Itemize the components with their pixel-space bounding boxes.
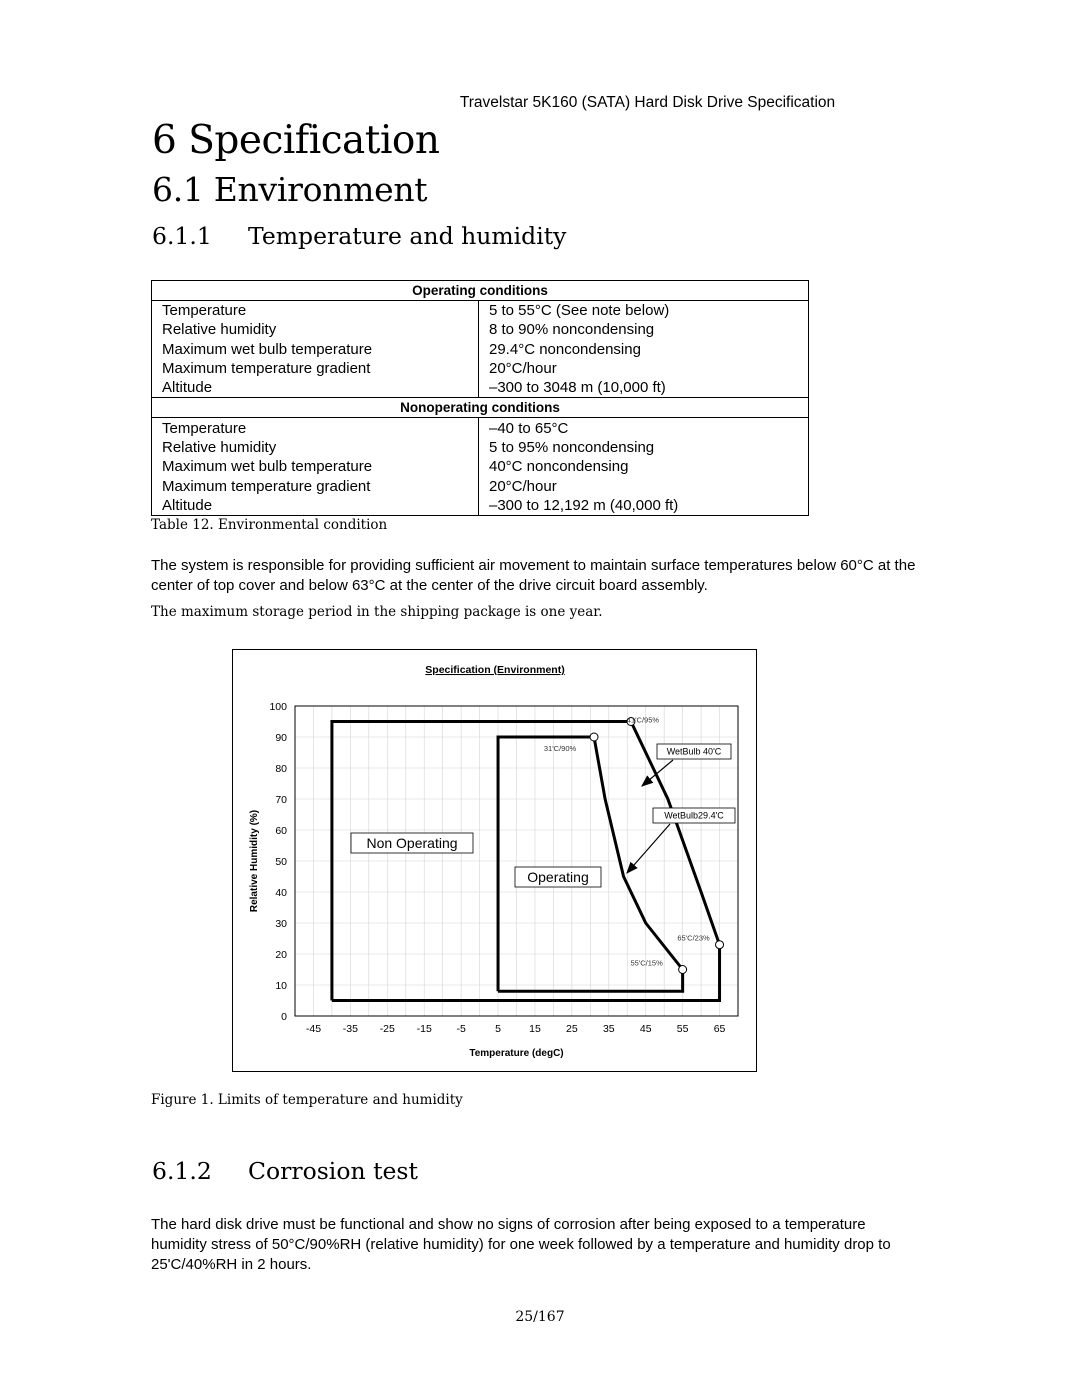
- table-caption: Table 12. Environmental condition: [151, 517, 388, 533]
- subsection-number: 6.1.2: [152, 1157, 212, 1185]
- y-tick-label: 80: [275, 763, 287, 775]
- subsection-heading-corrosion: [152, 1157, 418, 1185]
- wetbulb-40-label: WetBulb 40'C: [666, 746, 722, 757]
- x-axis-label: Temperature (degC): [469, 1048, 564, 1059]
- document-header: Travelstar 5K160 (SATA) Hard Disk Drive Specification: [459, 94, 836, 111]
- subsection-number: 6.1.1: [152, 222, 212, 250]
- corner-marker: [716, 941, 724, 949]
- nonoperating-conditions-header: Nonoperating conditions: [152, 398, 809, 418]
- table-row: [152, 476, 809, 495]
- table-cell: –40 to 65°C: [479, 418, 809, 438]
- x-tick-label: -45: [305, 1023, 322, 1035]
- wetbulb-29-label: WetBulb29.4'C: [664, 810, 724, 821]
- chart-title: Specification (Environment): [425, 664, 565, 676]
- table-cell: Maximum temperature gradient: [162, 477, 371, 495]
- corrosion-paragraph: The hard disk drive must be functional and show no signs of corrosion after being exposed to a temperature humidity stress of 50°C/90%RH (relative humidity) for one week followed by a temperature and humidity drop to 25'C/40%RH in 2 hours.: [151, 1216, 891, 1273]
- table-cell: 8 to 90% noncondensing: [479, 320, 809, 339]
- environment-chart: [233, 650, 755, 1070]
- table-row: [152, 359, 809, 378]
- x-tick-label: 15: [529, 1023, 541, 1035]
- table-cell: 20°C/hour: [479, 476, 809, 495]
- table-section-header: [152, 398, 809, 418]
- table-cell: Altitude: [162, 379, 213, 397]
- table-row: [152, 438, 809, 457]
- table-cell: Altitude: [162, 496, 213, 514]
- y-tick-label: 10: [275, 980, 287, 992]
- point-label: 31'C/90%: [543, 744, 577, 753]
- y-tick-label: 70: [275, 794, 287, 806]
- table-row: [152, 457, 809, 476]
- x-tick-label: 55: [676, 1023, 689, 1035]
- subsection-title: Corrosion test: [248, 1157, 418, 1185]
- y-tick-label: 50: [275, 856, 287, 868]
- y-tick-label: 40: [275, 887, 287, 899]
- table-cell: 5 to 55°C (See note below): [479, 301, 809, 321]
- table-cell: 20°C/hour: [479, 359, 809, 378]
- x-tick-label: 25: [566, 1023, 578, 1035]
- y-tick-label: 30: [275, 918, 287, 930]
- operating-conditions-header: Operating conditions: [152, 281, 809, 301]
- table-cell: Temperature: [162, 419, 247, 437]
- corner-marker: [590, 733, 598, 741]
- section-heading: 6.1 Environment: [152, 170, 428, 209]
- environment-chart-frame: [232, 649, 757, 1072]
- y-tick-label: 60: [275, 825, 287, 837]
- x-tick-label: 65: [713, 1023, 726, 1035]
- table-row: [152, 301, 809, 321]
- chapter-heading: 6 Specification: [152, 118, 440, 163]
- x-tick-label: 5: [495, 1023, 501, 1035]
- table-cell: Relative humidity: [162, 438, 277, 456]
- x-tick-label: -35: [342, 1023, 358, 1035]
- y-tick-label: 100: [269, 701, 287, 713]
- y-tick-label: 90: [275, 732, 287, 744]
- point-label: 41'C/95%: [626, 715, 660, 725]
- table-cell: –300 to 3048 m (10,000 ft): [479, 378, 809, 398]
- corner-marker: [679, 966, 687, 974]
- y-tick-label: 20: [275, 949, 287, 961]
- nonoperating-label: Non Operating: [366, 835, 458, 852]
- y-tick-label: 0: [281, 1011, 287, 1023]
- subsection-heading-temperature: [152, 222, 566, 250]
- x-tick-label: -15: [416, 1023, 432, 1035]
- storage-paragraph: The maximum storage period in the shipping package is one year.: [151, 604, 603, 620]
- x-tick-label: -25: [379, 1023, 395, 1035]
- environmental-condition-table: [151, 280, 809, 516]
- subsection-title: Temperature and humidity: [248, 222, 567, 250]
- table-row: [152, 378, 809, 398]
- wetbulb-40-arrow: [642, 760, 673, 786]
- figure-caption: Figure 1. Limits of temperature and humidity: [151, 1092, 463, 1108]
- point-label: 55'C/15%: [630, 958, 663, 968]
- x-tick-label: 35: [602, 1023, 615, 1035]
- table-cell: 40°C noncondensing: [479, 457, 809, 476]
- airflow-paragraph: The system is responsible for providing sufficient air movement to maintain surface temperatures below 60°C at the center of top cover and below 63°C at the center of the drive circuit board assembly.: [151, 557, 916, 594]
- x-tick-label: -5: [456, 1023, 466, 1035]
- table-row: [152, 320, 809, 339]
- table-cell: Maximum temperature gradient: [162, 360, 371, 378]
- operating-label: Operating: [527, 869, 589, 886]
- table-cell: Relative humidity: [162, 321, 277, 339]
- table-cell: Maximum wet bulb temperature: [162, 340, 373, 358]
- page-number: 25/167: [515, 1309, 565, 1325]
- y-axis-label: Relative Humidity (%): [249, 809, 260, 913]
- point-label: 65'C/23%: [677, 933, 710, 943]
- table-cell: 29.4°C noncondensing: [479, 340, 809, 359]
- table-row: [152, 340, 809, 359]
- table-section-header: [152, 281, 809, 301]
- table-cell: Maximum wet bulb temperature: [162, 458, 373, 476]
- wetbulb-29-arrow: [627, 824, 670, 873]
- table-cell: –300 to 12,192 m (40,000 ft): [479, 496, 809, 516]
- x-tick-label: 45: [639, 1023, 652, 1035]
- table-row: [152, 418, 809, 438]
- table-cell: Temperature: [162, 302, 247, 320]
- table-row: [152, 496, 809, 516]
- table-cell: 5 to 95% noncondensing: [479, 438, 809, 457]
